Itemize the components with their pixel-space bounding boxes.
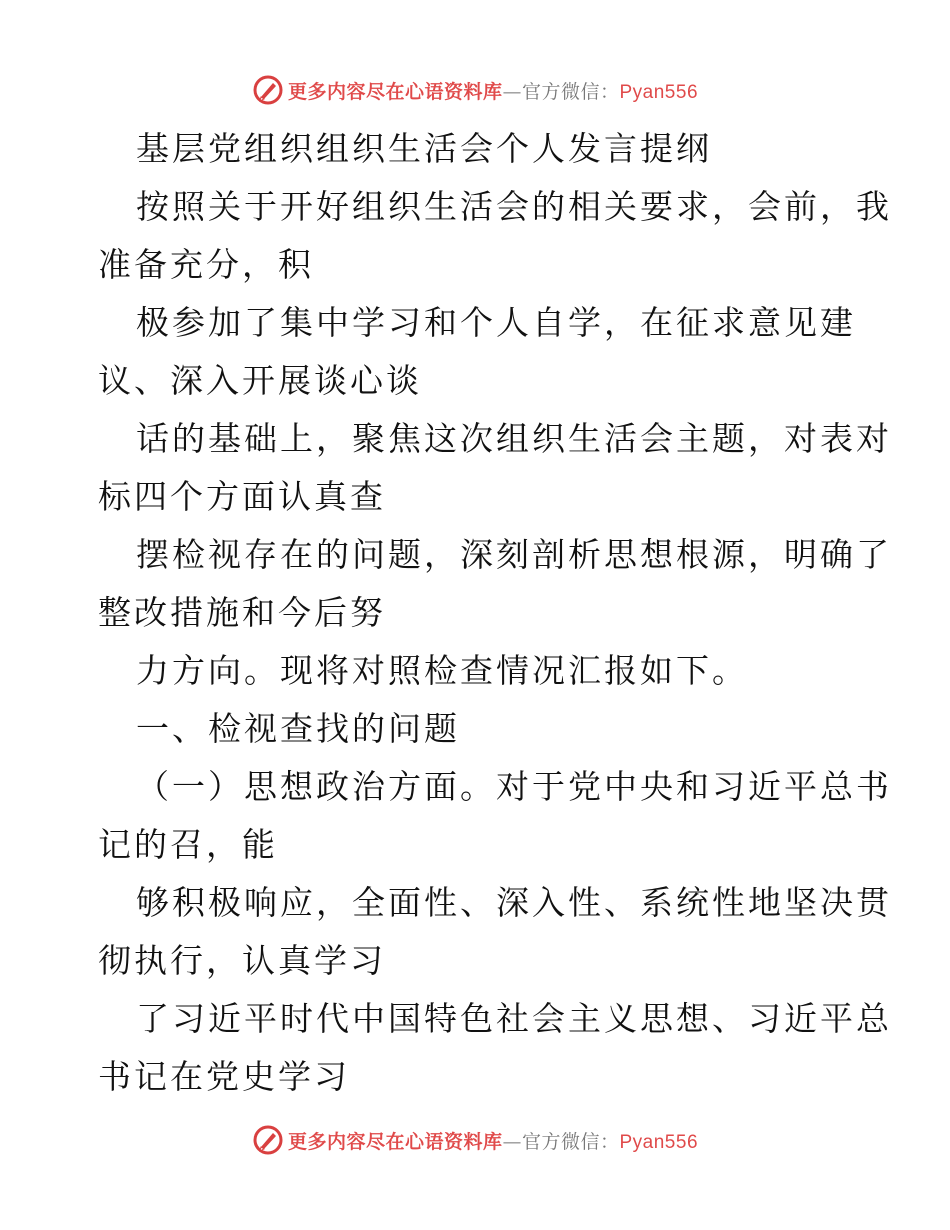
paragraph-line: 书记在党史学习 (98, 1057, 350, 1096)
paragraph-line: 议、深入开展谈心谈 (98, 361, 422, 400)
document-title: 基层党组织组织生活会个人发言提纲 (136, 129, 712, 168)
paragraph-line: 摆检视存在的问题，深刻剖析思想根源，明确了 (136, 535, 892, 574)
paragraph-line: 整改措施和今后努 (98, 593, 386, 632)
paragraph-line: 极参加了集中学习和个人自学，在征求意见建 (136, 303, 856, 342)
header-dash: — (502, 80, 522, 103)
paragraph-line: 彻执行，认真学习 (98, 941, 386, 980)
header-wechat-label: 官方微信： (521, 80, 620, 103)
footer-banner (0, 1120, 950, 1160)
section-heading: 一、检视查找的问题 (136, 709, 460, 748)
paragraph-line: 记的召，能 (98, 825, 278, 864)
pen-logo-icon (252, 74, 284, 106)
header-banner (0, 70, 950, 110)
paragraph-line: 标四个方面认真查 (98, 477, 386, 516)
footer-wechat-label: 官方微信： (521, 1130, 620, 1153)
footer-banner-text (288, 1127, 698, 1154)
header-site-text: 更多内容尽在心语资料库 (287, 80, 503, 103)
pen-logo-icon (252, 1124, 284, 1156)
paragraph-line: （一）思想政治方面。对于党中央和习近平总书 (136, 767, 892, 806)
paragraph-line: 够积极响应，全面性、深入性、系统性地坚决贯 (136, 883, 892, 922)
document-body (98, 120, 892, 1106)
paragraph-line: 按照关于开好组织生活会的相关要求，会前，我 (136, 187, 892, 226)
footer-dash: — (502, 1130, 522, 1153)
header-banner-text (288, 77, 698, 104)
header-wechat-id: Pyan556 (619, 81, 699, 103)
paragraph-line: 准备充分，积 (98, 245, 314, 284)
footer-wechat-id: Pyan556 (619, 1131, 699, 1153)
paragraph-line: 话的基础上，聚焦这次组织生活会主题，对表对 (136, 419, 892, 458)
paragraph-line: 了习近平时代中国特色社会主义思想、习近平总 (136, 999, 892, 1038)
paragraph-line: 力方向。现将对照检查情况汇报如下。 (136, 651, 748, 690)
footer-site-text: 更多内容尽在心语资料库 (287, 1130, 503, 1153)
